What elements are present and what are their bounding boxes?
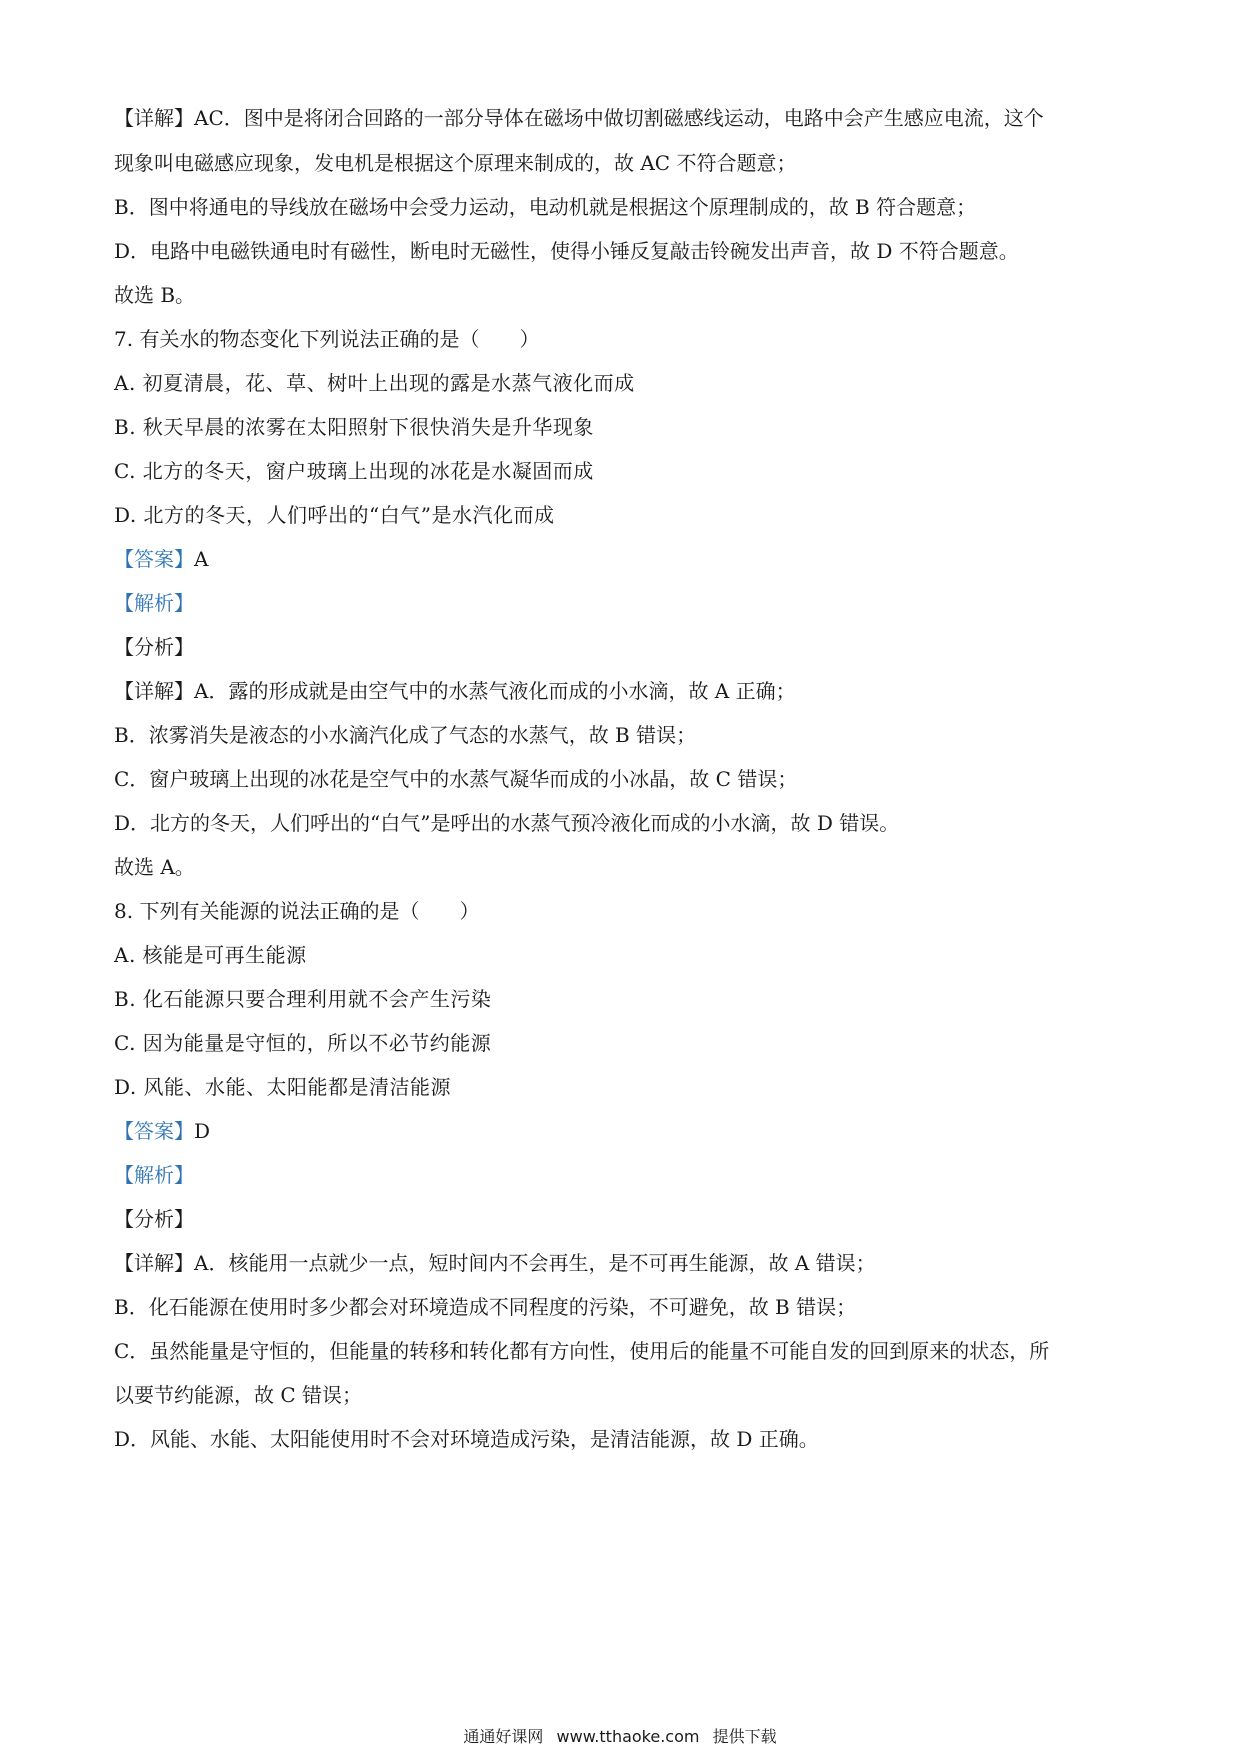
q7-answer-value: A xyxy=(194,547,209,571)
q7-analysis xyxy=(114,589,1134,617)
page-footer xyxy=(0,1726,1240,1748)
q8-option-a: A. 核能是可再生能源 xyxy=(114,943,307,967)
q6-detail-text-1: AC．图中是将闭合回路的一部分导体在磁场中做切割磁感线运动，电路中会产生感应电流，这个 xyxy=(194,106,1044,130)
q8-option-d: D. 风能、水能、太阳能都是清洁能源 xyxy=(114,1075,452,1099)
q8-fenxi xyxy=(114,1205,1134,1233)
q7-conclusion: 故选 A。 xyxy=(114,855,195,879)
q8-answer-tag: 【答案】 xyxy=(114,1119,194,1143)
q6-conclusion: 故选 B。 xyxy=(114,283,196,307)
q8-detail-text-1: A．核能用一点就少一点，短时间内不会再生，是不可再生能源，故 A 错误； xyxy=(194,1251,876,1275)
q8-analysis-tag: 【解析】 xyxy=(114,1163,194,1187)
q7-detail-line-2: B．浓雾消失是液态的小水滴汽化成了气态的水蒸气，故 B 错误； xyxy=(114,723,697,747)
q8-answer-value: D xyxy=(194,1119,211,1143)
footer-url[interactable]: www.tthaoke.com xyxy=(556,1727,700,1746)
q7-option-b: B. 秋天早晨的浓雾在太阳照射下很快消失是升华现象 xyxy=(114,415,594,439)
q6-detail-tag: 【详解】 xyxy=(114,106,194,130)
q8-detail-line-3: C．虽然能量是守恒的，但能量的转移和转化都有方向性，使用后的能量不可能自发的回到原来的状态，所 xyxy=(114,1339,1050,1363)
q8-detail-line-4: 以要节约能源，故 C 错误； xyxy=(114,1383,363,1407)
q6-detail-line-3: B．图中将通电的导线放在磁场中会受力运动，电动机就是根据这个原理制成的，故 B 符合题意； xyxy=(114,195,977,219)
q8-detail-line-5: D．风能、水能、太阳能使用时不会对环境造成污染，是清洁能源，故 D 正确。 xyxy=(114,1427,819,1451)
q8-analysis xyxy=(114,1161,1134,1189)
q7-detail-text-1: A．露的形成就是由空气中的水蒸气液化而成的小水滴，故 A 正确； xyxy=(194,679,796,703)
q7-stem: 7. 有关水的物态变化下列说法正确的是（ ） xyxy=(114,327,540,351)
footer-site-name: 通通好课网 xyxy=(463,1727,544,1746)
q8-stem: 8. 下列有关能源的说法正确的是（ ） xyxy=(114,899,480,923)
q6-detail-line-1 xyxy=(114,104,1134,132)
q8-detail-tag: 【详解】 xyxy=(114,1251,194,1275)
q7-option-a: A. 初夏清晨，花、草、树叶上出现的露是水蒸气液化而成 xyxy=(114,371,635,395)
q7-option-d: D. 北方的冬天，人们呼出的“白气”是水汽化而成 xyxy=(114,503,555,527)
q7-analysis-tag: 【解析】 xyxy=(114,591,194,615)
q7-detail-line-3: C．窗户玻璃上出现的冰花是空气中的水蒸气凝华而成的小冰晶，故 C 错误； xyxy=(114,767,798,791)
footer-download: 提供下载 xyxy=(712,1727,777,1746)
q8-fenxi-tag: 【分析】 xyxy=(114,1207,194,1231)
q6-detail-line-2: 现象叫电磁感应现象，发电机是根据这个原理来制成的，故 AC 不符合题意； xyxy=(114,151,797,175)
q7-fenxi xyxy=(114,633,1134,661)
q7-answer xyxy=(114,545,1134,573)
q7-detail-tag: 【详解】 xyxy=(114,679,194,703)
q8-detail-line-2: B．化石能源在使用时多少都会对环境造成不同程度的污染，不可避免，故 B 错误； xyxy=(114,1295,857,1319)
q6-detail-line-4: D．电路中电磁铁通电时有磁性，断电时无磁性，使得小锤反复敲击铃碗发出声音，故 D 不符合题意。 xyxy=(114,239,1019,263)
q8-detail-line-1 xyxy=(114,1249,1134,1277)
q7-detail-line-4: D．北方的冬天，人们呼出的“白气”是呼出的水蒸气预冷液化而成的小水滴，故 D 错误。 xyxy=(114,811,900,835)
q7-option-c: C. 北方的冬天，窗户玻璃上出现的冰花是水凝固而成 xyxy=(114,459,594,483)
q7-answer-tag: 【答案】 xyxy=(114,547,194,571)
q8-option-b: B. 化石能源只要合理利用就不会产生污染 xyxy=(114,987,492,1011)
q8-option-c: C. 因为能量是守恒的，所以不必节约能源 xyxy=(114,1031,492,1055)
q7-fenxi-tag: 【分析】 xyxy=(114,635,194,659)
q8-answer xyxy=(114,1117,1134,1145)
q7-detail-line-1 xyxy=(114,677,1134,705)
